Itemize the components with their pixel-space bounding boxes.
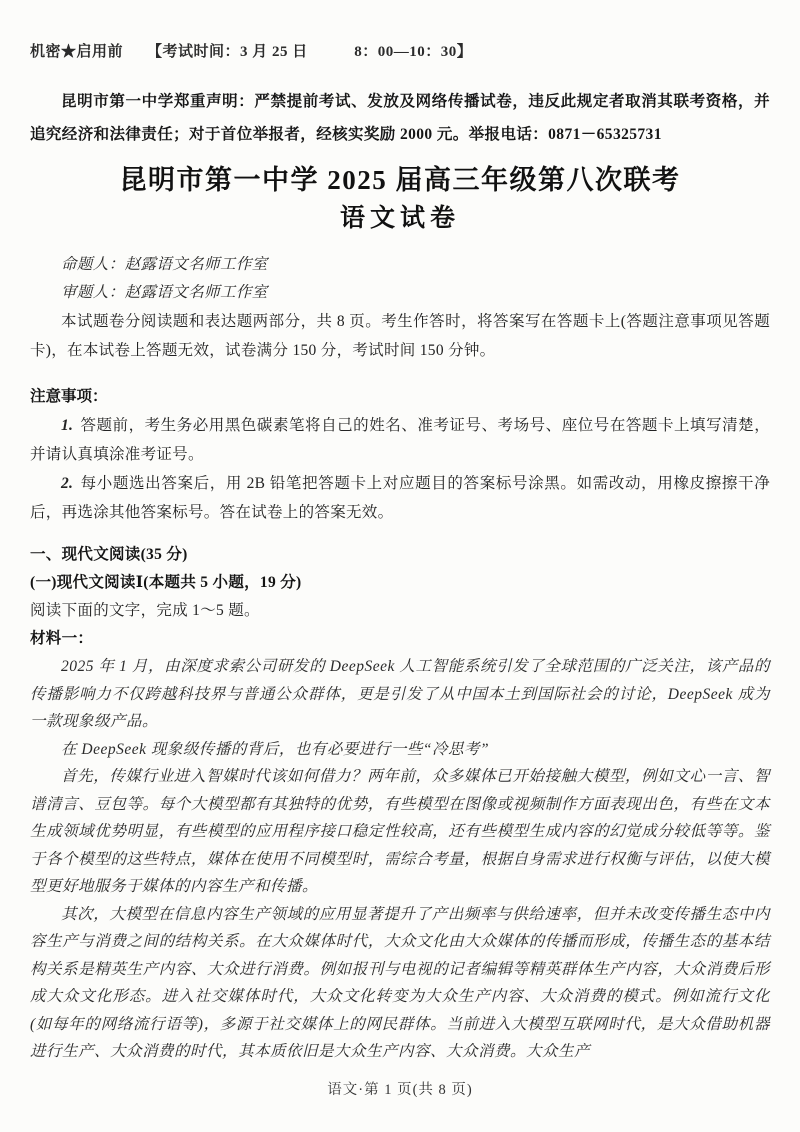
reading-section <box>30 541 770 653</box>
exam-time-label: 【考试时间：3 月 25 日 8：00—10：30】 <box>147 44 473 60</box>
subject-title: 语文试卷 <box>339 205 460 232</box>
notices-heading: 注意事项： <box>30 388 108 405</box>
notice-1-text: 答题前，考生务必用黑色碳素笔将自己的姓名、准考证号、考场号、座位号在答题卡上填写清楚，并请认真填涂准考证号。 <box>30 417 770 463</box>
page-footer: 语文·第 1 页(共 8 页) <box>327 1082 473 1098</box>
notice-item-1 <box>30 411 770 469</box>
notice-1-number: 1. <box>61 417 74 434</box>
exam-title: 昆明市第一中学 2025 届高三年级第八次联考 <box>119 165 681 195</box>
reading-instruction: 阅读下面的文字，完成 1～5 题。 <box>30 602 260 619</box>
secrecy-label: 机密★启用前 <box>30 44 124 60</box>
material-paragraph-4: 其次，大模型在信息内容生产领域的应用显著提升了产出频率与供给速率，但并未改变传播生态中内容生产与消费之间的结构关系。在大众媒体时代，大众文化由大众媒体的传播而形成，传播生态的基本结构关系是精英生产内容、大众进行消费。例如报刊与电视的记者编辑等精英群体生产内容，大众消费后形成大众文化形态。进入社交媒体时代，大众文化转变为大众生产内容、大众消费的模式。例如流行文化(如每年的网络流行语等)，多源于社交媒体上的网民群体。当前进入大模型互联网时代，是大众借助机器进行生产、大众消费的时代，其本质依旧是大众生产内容、大众消费。大众生产 <box>30 905 770 1060</box>
school-statement: 昆明市第一中学郑重声明：严禁提前考试、发放及网络传播试卷，违反此规定者取消其联考资格，并追究经济和法律责任；对于首位举报者，经核实奖励 2000 元。举报电话：0871－65325731 <box>30 93 770 143</box>
material-paragraph-2: 在 DeepSeek 现象级传播的背后，也有必要进行一些“冷思考” <box>61 740 490 758</box>
notice-item-2 <box>30 469 770 527</box>
paper-description: 本试题卷分阅读题和表达题两部分，共 8 页。考生作答时，将答案写在答题卡上(答题注意事项见答题卡)，在本试卷上答题无效，试卷满分 150 分，考试时间 150 分钟。 <box>30 313 770 359</box>
notices-block <box>30 382 770 527</box>
material-one-label: 材料一： <box>30 630 94 647</box>
paper-meta <box>30 251 770 365</box>
reviewer-line: 审题人：赵露语文名师工作室 <box>61 284 268 301</box>
proposer-line: 命题人：赵露语文名师工作室 <box>61 256 268 273</box>
section-heading: 一、现代文阅读(35 分) <box>30 546 188 563</box>
notice-2-number: 2. <box>61 475 74 492</box>
material-paragraph-3: 首先，传媒行业进入智媒时代该如何借力？两年前，众多媒体已开始接触大模型，例如文心一言、智谱清言、豆包等。每个大模型都有其独特的优势，有些模型在图像或视频制作方面表现出色，有些在文本生成领域优势明显，有些模型的应用程序接口稳定性较高，还有些模型生成内容的幻觉成分较低等等。鉴于各个模型的这些特点，媒体在使用不同模型时，需综合考量，根据自身需求进行权衡与评估，以使大模型更好地服务于媒体的内容生产和传播。 <box>30 768 770 895</box>
material-paragraph-1: 2025 年 1 月，由深度求索公司研发的 DeepSeek 人工智能系统引发了全球范围的广泛关注，该产品的传播影响力不仅跨越科技界与普通公众群体，更是引发了从中国本土到国际社会的讨论，DeepSeek 成为一款现象级产品。 <box>30 658 770 730</box>
top-classification-line <box>30 40 770 61</box>
subsection-heading: (一)现代文阅读Ⅰ(本题共 5 小题，19 分) <box>30 574 302 591</box>
material-one-text <box>30 653 770 1066</box>
notice-2-text: 每小题选出答案后，用 2B 铅笔把答题卡上对应题目的答案标号涂黑。如需改动，用橡皮擦擦干净后，再选涂其他答案标号。答在试卷上的答案无效。 <box>30 475 770 521</box>
